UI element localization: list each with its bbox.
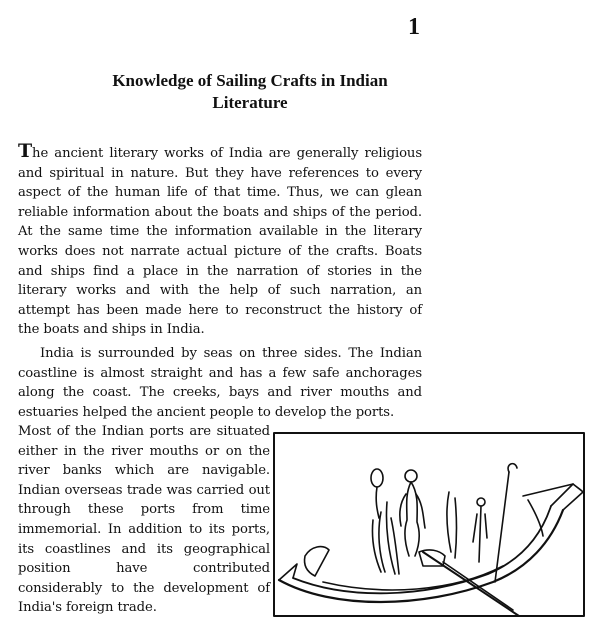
paragraph-2-wrap: Most of the Indian ports are situated either in the river mouths or on the river banks which are navigable. Indian overseas trade was carried out through these ports from time immemorial. In addition to its ports, its coastlines and its geographical position have contributed considerably to the development of India's foreign trade. [18, 424, 270, 616]
drop-cap: T [18, 140, 33, 162]
chapter-number: 1 [408, 14, 420, 40]
boat-figure [273, 432, 585, 617]
paragraph-1-text: he ancient literary works of India are generally religious and spiritual in nature. But they have references to every aspect of the human life of that time. Thus, we can glean reliable information about the boats and ships of the period. At the same time the information available in the literary works does not narrate actual picture of the crafts. Boats and ships find a place in the narration of stories in the literary works and with the help of such narration, an attempt has been made here to reconstruct the history of the boats and ships in India. [18, 146, 422, 338]
boat-sketch-icon [273, 432, 585, 617]
paragraph-1 [18, 142, 422, 340]
chapter-title-line2: Literature [212, 93, 288, 112]
paragraph-2: India is surrounded by seas on three sides. The Indian coastline is almost straight and has a few safe anchorages along the coast. The creeks, bays and river mouths and estuaries helped the ancient people to develop the ports. [18, 346, 422, 420]
chapter-title [40, 70, 460, 114]
chapter-title-line1: Knowledge of Sailing Crafts in Indian [112, 71, 388, 90]
